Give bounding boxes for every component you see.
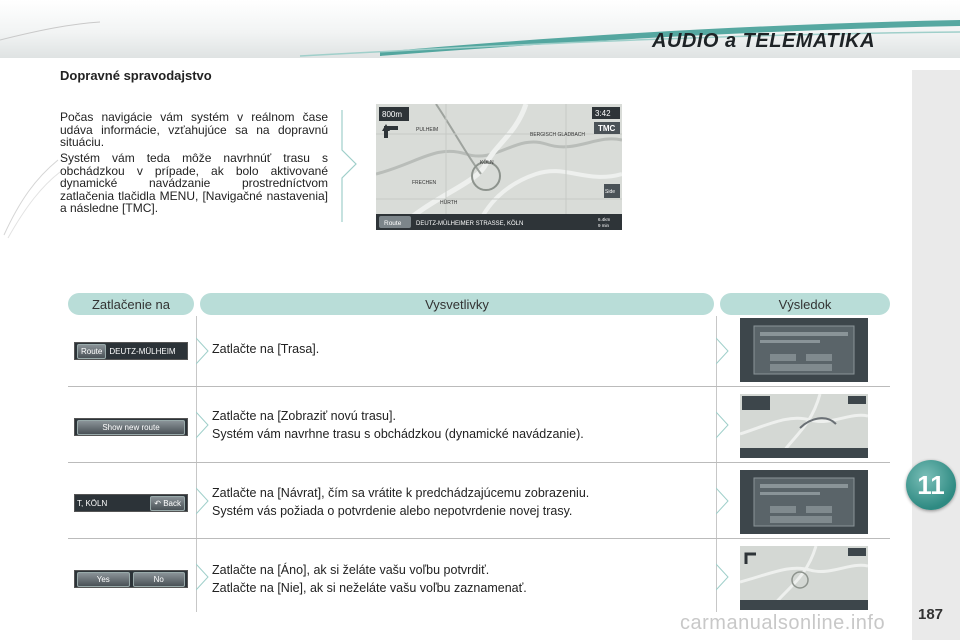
- map-distance: 800m: [382, 110, 403, 119]
- row-3-line-1: Zatlačte na [Návrat], čím sa vrátite k predchádzajúcemu zobrazeniu.: [212, 486, 590, 500]
- map-route-button: Route: [384, 220, 402, 227]
- yes-no-strip[interactable]: [74, 570, 188, 588]
- row-4-line-1: Zatlačte na [Áno], ak si želáte vašu voľbu potvrdiť.: [212, 563, 490, 577]
- route-button-strip[interactable]: [74, 342, 188, 360]
- watermark: carmanualsonline.info: [680, 612, 886, 634]
- page-number: 187: [918, 606, 944, 623]
- map-time: 3:42: [595, 109, 611, 118]
- column-header-press: Zatlačenie na: [68, 293, 194, 315]
- map-label-1: BERGISCH GLADBACH: [530, 132, 586, 138]
- row-2-line-2: Systém vám navrhne trasu s obchádzkou (dynamické navádzanie).: [212, 427, 584, 441]
- chevron-icon: [196, 542, 210, 612]
- chevron-icon: [716, 542, 730, 612]
- right-strip: [912, 70, 960, 640]
- row-divider: [68, 386, 890, 387]
- show-new-route-button[interactable]: Show new route: [77, 420, 185, 435]
- chevron-icon: [196, 390, 210, 460]
- chevron-icon: [716, 390, 730, 460]
- map-label-4: HÜRTH: [440, 200, 458, 206]
- map-label-0: PULHEIM: [416, 127, 439, 133]
- map-tmc: TMC: [598, 124, 616, 133]
- row-2-explanation: [212, 407, 702, 443]
- row-1-explanation: [212, 340, 702, 358]
- result-dialog-screenshot: [740, 470, 868, 534]
- intro-paragraph-1: Počas navigácie vám systém v reálnom čase udáva informácie, vzťahujúce sa na dopravnú situáciu.: [60, 110, 328, 149]
- result-map-screenshot: [740, 394, 868, 458]
- row-3-line-2: Systém vás požiada o potvrdenie alebo nepotvrdenie novej trasy.: [212, 504, 573, 518]
- row-2-line-1: Zatlačte na [Zobraziť novú trasu].: [212, 409, 396, 423]
- back-button-label: Back: [163, 498, 181, 508]
- yes-button[interactable]: Yes: [77, 572, 130, 587]
- chevron-icon: [196, 466, 210, 536]
- map-eta: 6.4km: [598, 217, 611, 222]
- no-button[interactable]: No: [133, 572, 186, 587]
- chevron-icon: [196, 316, 210, 386]
- map-side-button: Side: [605, 189, 616, 195]
- map-street: DEUTZ-MÜLHEIMER STRASSE, KÖLN: [416, 221, 524, 227]
- section-title: AUDIO a TELEMATIKA: [652, 30, 876, 52]
- show-new-route-strip[interactable]: [74, 418, 188, 436]
- chapter-badge: 11: [906, 460, 956, 510]
- row-4-explanation: [212, 561, 702, 597]
- column-header-result: Výsledok: [720, 293, 890, 315]
- chevron-separator-icon: [340, 110, 360, 222]
- back-button-strip[interactable]: [74, 494, 188, 512]
- chevron-icon: [716, 316, 730, 386]
- result-dialog-screenshot: [740, 318, 868, 382]
- result-map-screenshot: [740, 546, 868, 610]
- map-eta-time: 9 min: [598, 223, 610, 228]
- route-button[interactable]: Route: [77, 344, 106, 359]
- back-button[interactable]: ↶ Back: [150, 496, 185, 511]
- navigation-map-screenshot: [376, 104, 622, 230]
- map-label-3: FRECHEN: [412, 180, 437, 186]
- street-name-label: DEUTZ-MÜLHEIM: [109, 346, 176, 356]
- row-1-line-1: Zatlačte na [Trasa].: [212, 342, 320, 356]
- subtitle: Dopravné spravodajstvo: [60, 68, 212, 83]
- row-divider: [68, 462, 890, 463]
- street-name-label: T, KÖLN: [77, 498, 108, 508]
- intro-paragraph-2: Systém vám teda môže navrhnúť trasu s obchádzkou v prípade, ak bolo aktivované dynamické navádzanie prostredníctvom zatlačenia tlačidla MENU, [Navigačné nastavenia] a následne [TMC].: [60, 151, 328, 215]
- column-header-explanation: Vysvetlivky: [200, 293, 714, 315]
- row-3-explanation: [212, 484, 702, 520]
- row-4-line-2: Zatlačte na [Nie], ak si neželáte vašu voľbu zaznamenať.: [212, 581, 527, 595]
- map-label-2: KÖLN: [480, 160, 494, 166]
- left-decoration: [0, 150, 60, 240]
- row-divider: [68, 538, 890, 539]
- chevron-icon: [716, 466, 730, 536]
